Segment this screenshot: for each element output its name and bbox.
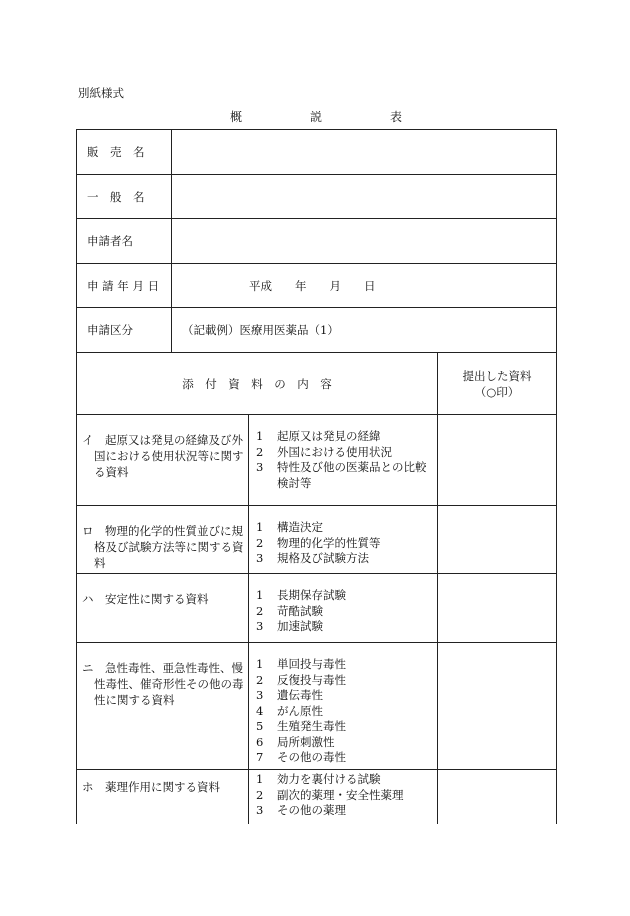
title-char: 説	[310, 110, 323, 124]
field-row-applicant	[77, 219, 557, 264]
field-value[interactable]	[172, 175, 557, 219]
field-value[interactable]: 平成 年 月 日	[172, 264, 557, 308]
section-item	[256, 551, 433, 567]
section-category	[77, 643, 249, 770]
title-char: 表	[390, 110, 403, 124]
submitted-cell[interactable]	[438, 415, 557, 506]
section-item	[256, 460, 433, 491]
submitted-cell[interactable]	[438, 770, 557, 824]
field-label: 申請区分	[77, 308, 172, 353]
section-category	[77, 574, 249, 643]
item-number: 2	[256, 787, 264, 802]
item-number: 1	[256, 588, 264, 602]
section-item	[256, 619, 433, 635]
item-number: 6	[256, 734, 264, 749]
section-category-text: ニ 急性毒性、亜急性毒性、慢性毒性、催奇形性その他の毒性に関する資料	[82, 661, 244, 707]
item-text: 単回投与毒性	[277, 657, 346, 671]
attachments-contents-header: 添 付 資 料 の 内 容	[77, 353, 438, 415]
field-value[interactable]	[172, 219, 557, 264]
title-char: 概	[230, 110, 243, 124]
item-number: 1	[256, 520, 264, 534]
item-text: 起原又は発見の経緯	[277, 429, 381, 443]
section-item	[256, 735, 433, 751]
item-number: 1	[256, 657, 264, 671]
section-row	[77, 506, 557, 574]
field-row-application-date	[77, 264, 557, 308]
section-items	[249, 415, 438, 506]
attachments-header-row	[77, 353, 557, 415]
section-category-text: ハ 安定性に関する資料	[82, 592, 209, 606]
item-text: 副次的薬理・安全性薬理	[277, 787, 404, 802]
section-item	[256, 788, 433, 804]
section-category-text: イ 起原又は発見の経緯及び外国における使用状況等に関する資料	[82, 433, 244, 479]
item-number: 3	[256, 551, 264, 565]
item-text: がん原性	[277, 703, 323, 718]
item-text: その他の薬理	[277, 803, 346, 817]
section-items	[249, 770, 438, 824]
item-text: 構造決定	[277, 520, 323, 534]
section-row	[77, 770, 557, 824]
section-row	[77, 415, 557, 506]
section-item	[256, 688, 433, 704]
item-number: 2	[256, 535, 264, 550]
item-number: 2	[256, 603, 264, 618]
section-items	[249, 643, 438, 770]
section-item	[256, 520, 433, 536]
section-item	[256, 536, 433, 552]
section-row	[77, 643, 557, 770]
field-value[interactable]	[172, 130, 557, 175]
item-number: 3	[256, 803, 264, 817]
submitted-header-line2: （○印）	[474, 384, 520, 399]
item-number: 3	[256, 460, 264, 474]
item-text: 反復投与毒性	[277, 672, 346, 687]
section-category-text: ホ 薬理作用に関する資料	[82, 780, 220, 794]
section-item	[256, 719, 433, 735]
section-item	[256, 604, 433, 620]
section-item	[256, 445, 433, 461]
submitted-header-line1: 提出した資料	[462, 368, 532, 383]
section-category	[77, 506, 249, 574]
section-row	[77, 574, 557, 643]
summary-table	[76, 129, 556, 824]
submitted-cell[interactable]	[438, 574, 557, 643]
item-text: 特性及び他の医薬品との比較検討等	[277, 460, 427, 490]
item-number: 2	[256, 444, 264, 459]
item-text: 生殖発生毒性	[277, 719, 346, 733]
form-label: 別紙様式	[78, 86, 124, 100]
section-item	[256, 429, 433, 445]
item-number: 3	[256, 619, 264, 633]
item-number: 1	[256, 772, 264, 786]
submitted-cell[interactable]	[438, 506, 557, 574]
field-label: 販 売 名	[77, 130, 172, 175]
item-text: 加速試験	[277, 619, 323, 633]
section-items	[249, 574, 438, 643]
section-item	[256, 588, 433, 604]
submitted-header	[438, 353, 557, 415]
item-text: 苛酷試験	[277, 603, 323, 618]
item-text: 物理的化学的性質等	[277, 535, 381, 550]
section-category	[77, 415, 249, 506]
field-row-application-category	[77, 308, 557, 353]
item-text: 規格及び試験方法	[277, 551, 369, 565]
field-row-brand-name	[77, 130, 557, 175]
item-number: 3	[256, 688, 264, 702]
item-number: 2	[256, 672, 264, 687]
section-items	[249, 506, 438, 574]
section-item	[256, 673, 433, 689]
field-value[interactable]: （記載例）医療用医薬品（1）	[172, 308, 557, 353]
section-item	[256, 750, 433, 766]
item-number: 4	[256, 703, 264, 718]
item-text: その他の毒性	[277, 750, 346, 764]
item-text: 局所刺激性	[277, 734, 335, 749]
section-category-text: ロ 物理的化学的性質並びに規格及び試験方法等に関する資料	[82, 524, 244, 570]
section-category	[77, 770, 249, 824]
submitted-cell[interactable]	[438, 643, 557, 770]
section-item	[256, 704, 433, 720]
item-text: 効力を裏付ける試験	[277, 772, 381, 786]
item-text: 長期保存試験	[277, 588, 346, 602]
field-row-generic-name	[77, 175, 557, 219]
section-item	[256, 657, 433, 673]
section-item	[256, 772, 433, 788]
item-number: 1	[256, 429, 264, 443]
field-label: 申請者名	[77, 219, 172, 264]
item-text: 遺伝毒性	[277, 688, 323, 702]
item-text: 外国における使用状況	[277, 444, 392, 459]
item-number: 7	[256, 750, 264, 764]
field-label: 一 般 名	[77, 175, 172, 219]
item-number: 5	[256, 719, 264, 733]
field-label: 申 請 年 月 日	[77, 264, 172, 308]
section-item	[256, 803, 433, 819]
